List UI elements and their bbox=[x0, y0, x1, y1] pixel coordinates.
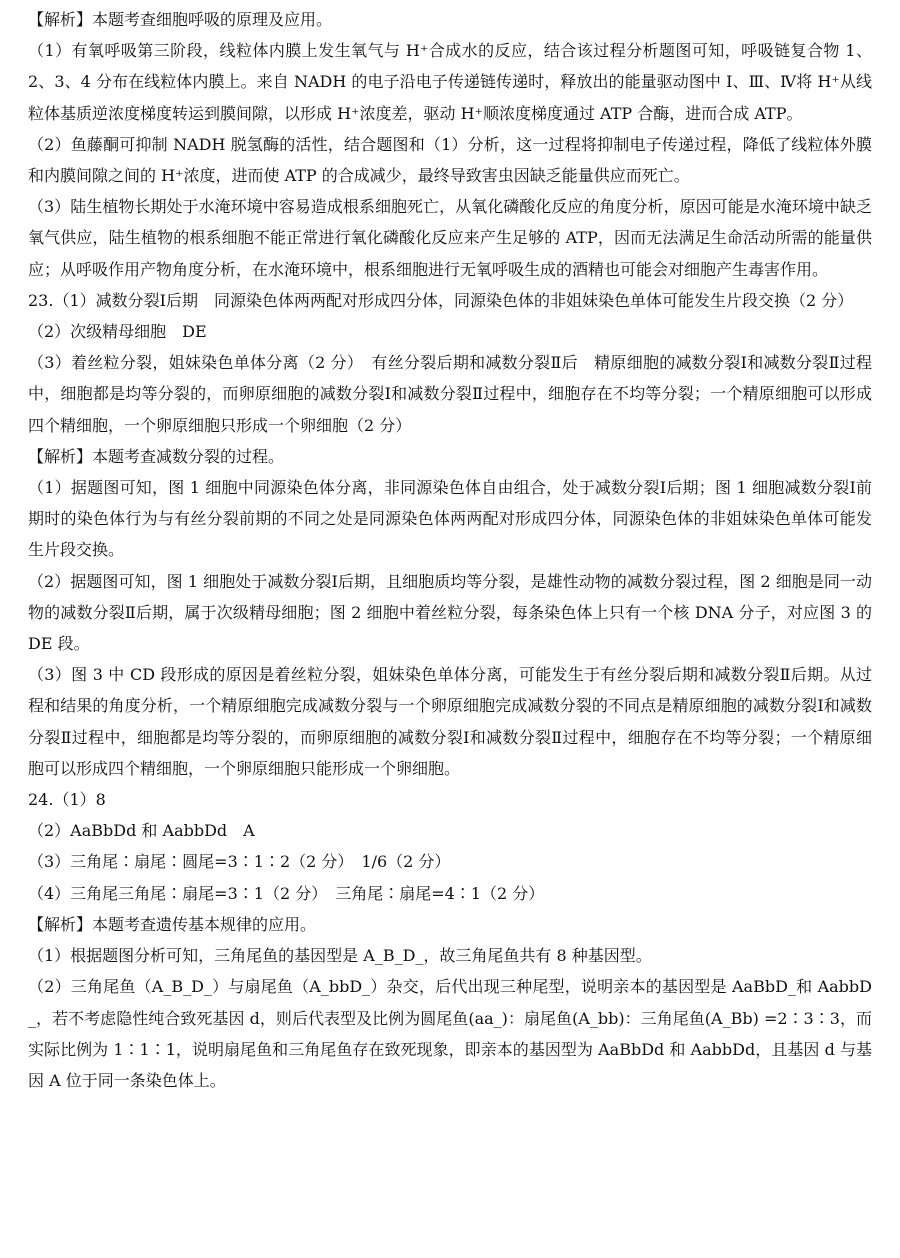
answer-23-2: （2）次级精母细胞 DE bbox=[28, 322, 207, 342]
answer-24-3: （3）三角尾∶扇尾∶圆尾=3∶1∶2（2 分） 1/6（2 分） bbox=[28, 852, 451, 872]
analysis-heading-respiration: 【解析】本题考查细胞呼吸的原理及应用。 bbox=[28, 10, 333, 29]
answer-24-4: （4）三角尾三角尾∶扇尾=3∶1（2 分） 三角尾∶扇尾=4∶1（2 分） bbox=[28, 883, 545, 903]
paragraph-respiration-2: （2）鱼藤酮可抑制 NADH 脱氢酶的活性，结合题图和（1）分析，这一过程将抑制电子传递过程，降低了线粒体外膜和内膜间隙之间的 H⁺浓度，进而使 ATP 的合成减少，最终导致害虫因缺乏能量供应而死亡。 bbox=[28, 134, 872, 186]
paragraph-genetics-2: （2）三角尾鱼（A_B_D_）与扇尾鱼（A_bbD_）杂交，后代出现三种尾型，说明亲本的基因型是 AaBbD_和 AabbD_，若不考虑隐性纯合致死基因 d，则后代表型及比例为圆尾鱼(aa_)：扇尾鱼(A_bb)：三角尾鱼(A_Bb) =2∶3∶3，而实际比例为 1∶1∶1，说明扇尾鱼和三角尾鱼存在致死现象，即亲本的基因型为 AaBbDd 和 AabbDd，且基因 d 与基因 A 位于同一条染色体上。 bbox=[28, 977, 872, 1090]
paragraph-meiosis-1: （1）据题图可知，图 1 细胞中同源染色体分离，非同源染色体自由组合，处于减数分裂Ⅰ后期；图 1 细胞减数分裂Ⅰ前期时的染色体行为与有丝分裂前期的不同之处是同源染色体两两配对形成四分体，同源染色体的非姐妹染色单体可能发生片段交换。 bbox=[28, 478, 872, 560]
answer-23-1: 23.（1）减数分裂Ⅰ后期 同源染色体两两配对形成四分体，同源染色体的非姐妹染色单体可能发生片段交换（2 分） bbox=[28, 290, 854, 310]
analysis-heading-meiosis: 【解析】本题考查减数分裂的过程。 bbox=[28, 446, 285, 466]
paragraph-respiration-1: （1）有氧呼吸第三阶段，线粒体内膜上发生氧气与 H⁺合成水的反应，结合该过程分析题图可知，呼吸链复合物 1、2、3、4 分布在线粒体内膜上。来自 NADH 的电子沿电子传递链传递时，释放出的能量驱动图中 Ⅰ、Ⅲ、Ⅳ将 H⁺从线粒体基质逆浓度梯度转运到膜间隙，以形成 H⁺浓度差，驱动 H⁺顺浓度梯度通过 ATP 合酶，进而合成 ATP。 bbox=[28, 41, 872, 123]
analysis-heading-genetics: 【解析】本题考查遗传基本规律的应用。 bbox=[28, 914, 317, 934]
paragraph-meiosis-2: （2）据题图可知，图 1 细胞处于减数分裂Ⅰ后期，且细胞质均等分裂，是雄性动物的减数分裂过程，图 2 细胞是同一动物的减数分裂Ⅱ后期，属于次级精母细胞；图 2 细胞中着丝粒分裂，每条染色体上只有一个核 DNA 分子，对应图 3 的 DE 段。 bbox=[28, 571, 872, 654]
paragraph-respiration-3: （3）陆生植物长期处于水淹环境中容易造成根系细胞死亡，从氧化磷酸化反应的角度分析，原因可能是水淹环境中缺乏氧气供应，陆生植物的根系细胞不能正常进行氧化磷酸化反应来产生足够的 ATP，因而无法满足生命活动所需的能量供应；从呼吸作用产物角度分析，在水淹环境中，根系细胞进行无氧呼吸生成的酒精也可能会对细胞产生毒害作用。 bbox=[28, 197, 872, 279]
answer-24-2: （2）AaBbDd 和 AabbDd A bbox=[28, 821, 255, 841]
paragraph-genetics-1: （1）根据题图分析可知，三角尾鱼的基因型是 A_B_D_，故三角尾鱼共有 8 种基因型。 bbox=[28, 946, 652, 966]
paragraph-meiosis-3: （3）图 3 中 CD 段形成的原因是着丝粒分裂，姐妹染色单体分离，可能发生于有丝分裂后期和减数分裂Ⅱ后期。从过程和结果的角度分析，一个精原细胞完成减数分裂与一个卵原细胞完成减数分裂的不同点是精原细胞的减数分裂Ⅰ和减数分裂Ⅱ过程中，细胞都是均等分裂的，而卵原细胞的减数分裂Ⅰ和减数分裂Ⅱ过程中，细胞存在不均等分裂；一个精原细胞可以形成四个精细胞，一个卵原细胞只能形成一个卵细胞。 bbox=[28, 665, 872, 778]
answer-23-3: （3）着丝粒分裂，姐妹染色单体分离（2 分） 有丝分裂后期和减数分裂Ⅱ后 精原细胞的减数分裂Ⅰ和减数分裂Ⅱ过程中，细胞都是均等分裂的，而卵原细胞的减数分裂Ⅰ和减数分裂Ⅱ过程中，细胞存在不均等分裂；一个精原细胞可以形成四个精细胞，一个卵原细胞只形成一个卵细胞（2 分） bbox=[28, 353, 872, 435]
answer-24-1: 24.（1）8 bbox=[28, 790, 106, 810]
